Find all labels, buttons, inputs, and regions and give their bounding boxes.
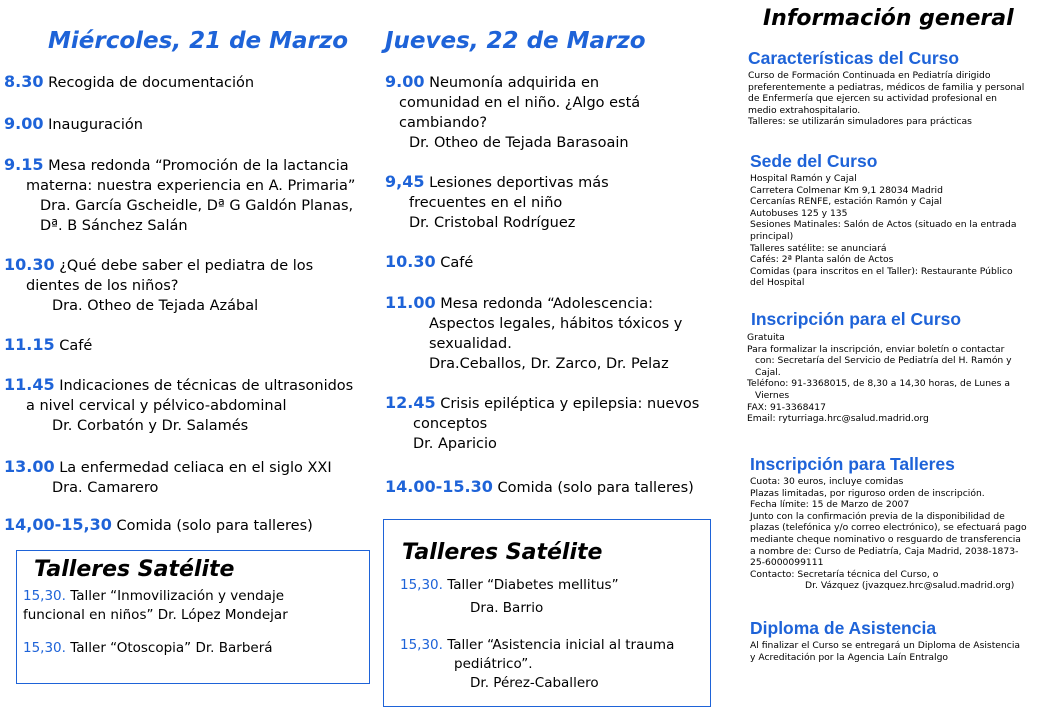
- description: Taller “Inmovilización y vendaje: [70, 588, 285, 604]
- text-line: Email: ryturriaga.hrc@salud.madrid.org: [747, 413, 929, 425]
- text-line: Contacto: Secretaría técnica del Curso, o: [750, 568, 939, 580]
- schedule-item: [385, 393, 699, 454]
- description: Taller “Otoscopia” Dr. Barberá: [70, 640, 273, 656]
- time: 14.00-15.30: [385, 477, 493, 496]
- schedule-item: [4, 255, 313, 316]
- description: Aspectos legales, hábitos tóxicos y: [429, 316, 683, 332]
- text-line: Fecha límite: 15 de Marzo de 2007: [750, 499, 910, 511]
- description: frecuentes en el niño: [409, 195, 563, 211]
- description: Recogida de documentación: [48, 75, 255, 91]
- text-line: del Hospital: [750, 277, 805, 289]
- description: materna: nuestra experiencia en A. Primaria”: [26, 178, 356, 194]
- speakers: Dra. García Gscheidle, Dª G Galdón Planas,: [40, 198, 354, 214]
- time: 8.30: [4, 72, 44, 91]
- description: a nivel cervical y pélvico-abdominal: [26, 398, 287, 414]
- text-line: Gratuita: [747, 332, 785, 343]
- section-body: [750, 476, 1027, 592]
- time: 12.45: [385, 393, 436, 412]
- text-line: Comidas (para inscritos en el Taller): Restaurante Público: [750, 265, 1013, 277]
- info-title: Información general: [763, 6, 1014, 31]
- text-line: y Acreditación por la Agencia Laín Entralgo: [750, 651, 949, 663]
- section-heading: Características del Curso: [748, 48, 960, 68]
- text-line: mediante cheque nominativo o resguardo de transferencia: [750, 533, 1021, 545]
- description: Café: [59, 338, 93, 354]
- text-line: medio extrahospitalario.: [748, 104, 861, 116]
- schedule-item: [4, 515, 313, 536]
- schedule-item: [385, 72, 640, 153]
- speakers: Dr. Pérez-Caballero: [470, 675, 599, 691]
- schedule-item: [4, 457, 332, 498]
- text-line: a nombre de: Curso de Pediatría, Caja Madrid, 2038-1873-: [750, 545, 1019, 557]
- text-line: Dr. Vázquez (jvazquez.hrc@salud.madrid.org): [805, 580, 1015, 592]
- section-heading: Inscripción para Talleres: [750, 454, 955, 474]
- description: pediátrico”.: [454, 656, 533, 672]
- speakers: Dr. Aparicio: [413, 436, 497, 452]
- time: 14,00-15,30: [4, 515, 112, 534]
- time: 13.00: [4, 457, 55, 476]
- text-line: Hospital Ramón y Cajal: [750, 173, 857, 184]
- description: Mesa redonda “Promoción de la lactancia: [48, 158, 349, 174]
- text-line: preferentemente a pediatras, médicos de familia y personal: [748, 81, 1025, 93]
- text-line: Autobuses 125 y 135: [750, 207, 848, 219]
- time: 15,30.: [400, 637, 443, 653]
- description: Neumonía adquirida en: [429, 75, 600, 91]
- description: Indicaciones de técnicas de ultrasonidos: [59, 378, 354, 394]
- text-line: FAX: 91-3368417: [747, 401, 826, 413]
- time: 15,30.: [23, 640, 66, 656]
- speakers: Dr. Cristobal Rodríguez: [409, 215, 576, 231]
- section-heading: Inscripción para el Curso: [751, 309, 962, 329]
- section-body: [750, 640, 1020, 663]
- description: sexualidad.: [429, 336, 512, 352]
- time: 9.15: [4, 155, 44, 174]
- text-line: con: Secretaría del Servicio de Pediatría del H. Ramón y: [755, 355, 1012, 367]
- schedule-item: [4, 375, 353, 436]
- schedule-item: [4, 335, 92, 356]
- text-line: 25-6000099111: [750, 557, 824, 569]
- day2-title: Jueves, 22 de Marzo: [385, 28, 646, 54]
- schedule-item: [4, 114, 143, 135]
- description: Crisis epiléptica y epilepsia: nuevos: [440, 396, 700, 412]
- text-line: Talleres satélite: se anunciará: [750, 242, 887, 254]
- description: La enfermedad celiaca en el siglo XXI: [59, 460, 332, 476]
- speakers: Dra.Ceballos, Dr. Zarco, Dr. Pelaz: [429, 356, 669, 372]
- time: 9.00: [4, 114, 44, 133]
- description: Taller “Asistencia inicial al trauma: [447, 637, 675, 653]
- schedule-item: [385, 172, 609, 233]
- speakers: Dr. Corbatón y Dr. Salamés: [52, 418, 249, 434]
- description: Comida (solo para talleres): [116, 518, 313, 534]
- text-line: Cercanías RENFE, estación Ramón y Cajal: [750, 196, 942, 208]
- workshops-box: [383, 519, 711, 707]
- description: Lesiones deportivas más: [429, 175, 609, 191]
- workshop-item: [400, 576, 619, 618]
- workshop-item: [400, 636, 674, 693]
- description: Inauguración: [48, 117, 143, 133]
- time: 15,30.: [23, 588, 66, 604]
- text-line: Curso de Formación Continuada en Pediatría dirigido: [748, 70, 991, 81]
- schedule-item: [385, 293, 682, 374]
- description: Mesa redonda “Adolescencia:: [440, 296, 653, 312]
- text-line: Cafés: 2ª Planta salón de Actos: [750, 254, 894, 266]
- description: cambiando?: [399, 115, 488, 131]
- time: 11.15: [4, 335, 55, 354]
- text-line: Junto con la confirmación previa de la disponibilidad de: [750, 510, 1005, 522]
- section-heading: Diploma de Asistencia: [750, 618, 937, 638]
- time: 11.45: [4, 375, 55, 394]
- workshops-title: Talleres Satélite: [402, 540, 603, 565]
- text-line: de Enfermería que ejercen su actividad profesional en: [748, 93, 997, 105]
- time: 9.00: [385, 72, 425, 91]
- description: Café: [440, 255, 474, 271]
- section-body: [747, 332, 1012, 425]
- speakers: Dra. Camarero: [52, 480, 159, 496]
- text-line: Cuota: 30 euros, incluye comidas: [750, 476, 904, 487]
- day1-title: Miércoles, 21 de Marzo: [48, 28, 349, 54]
- description: Taller “Diabetes mellitus”: [447, 577, 619, 593]
- text-line: Plazas limitadas, por riguroso orden de inscripción.: [750, 487, 985, 499]
- section-body: [750, 173, 1017, 289]
- text-line: Al finalizar el Curso se entregará un Diploma de Asistencia: [750, 640, 1021, 651]
- time: 10.30: [4, 255, 55, 274]
- schedule-item: [4, 155, 355, 236]
- schedule-item: [4, 72, 254, 93]
- text-line: Sesiones Matinales: Salón de Actos (situado en la entrada: [750, 219, 1017, 231]
- speakers: Dra. Otheo de Tejada Azábal: [52, 298, 259, 314]
- text-line: principal): [750, 230, 794, 242]
- workshop-item: [23, 587, 288, 625]
- workshops-title: Talleres Satélite: [34, 557, 235, 582]
- description: comunidad en el niño. ¿Algo está: [399, 95, 641, 111]
- description: funcional en niños” Dr. López Mondejar: [23, 607, 288, 623]
- section-body: [748, 70, 1024, 128]
- time: 9,45: [385, 172, 425, 191]
- speakers: Dr. Otheo de Tejada Barasoain: [409, 135, 629, 151]
- time: 15,30.: [400, 577, 443, 593]
- description: ¿Qué debe saber el pediatra de los: [59, 258, 314, 274]
- schedule-item: [385, 477, 694, 498]
- time: 11.00: [385, 293, 436, 312]
- speakers: Dra. Barrio: [470, 600, 544, 616]
- time: 10.30: [385, 252, 436, 271]
- workshops-box: [16, 550, 370, 684]
- description: conceptos: [413, 416, 488, 432]
- section-heading: Sede del Curso: [750, 151, 878, 171]
- schedule-item: [385, 252, 473, 273]
- text-line: Viernes: [755, 389, 790, 401]
- text-line: Teléfono: 91-3368015, de 8,30 a 14,30 horas, de Lunes a: [747, 378, 1011, 390]
- workshop-item: [23, 639, 273, 658]
- description: Comida (solo para talleres): [497, 480, 694, 496]
- description: dientes de los niños?: [26, 278, 179, 294]
- text-line: Talleres: se utilizarán simuladores para prácticas: [748, 116, 972, 128]
- text-line: Para formalizar la inscripción, enviar boletín o contactar: [747, 343, 1005, 355]
- text-line: Carretera Colmenar Km 9,1 28034 Madrid: [750, 184, 943, 196]
- text-line: plazas (telefónica y/o correo electrónico), se efectuará pago: [750, 522, 1027, 534]
- text-line: Cajal.: [755, 366, 781, 378]
- speakers: Dª. B Sánchez Salán: [40, 218, 188, 234]
